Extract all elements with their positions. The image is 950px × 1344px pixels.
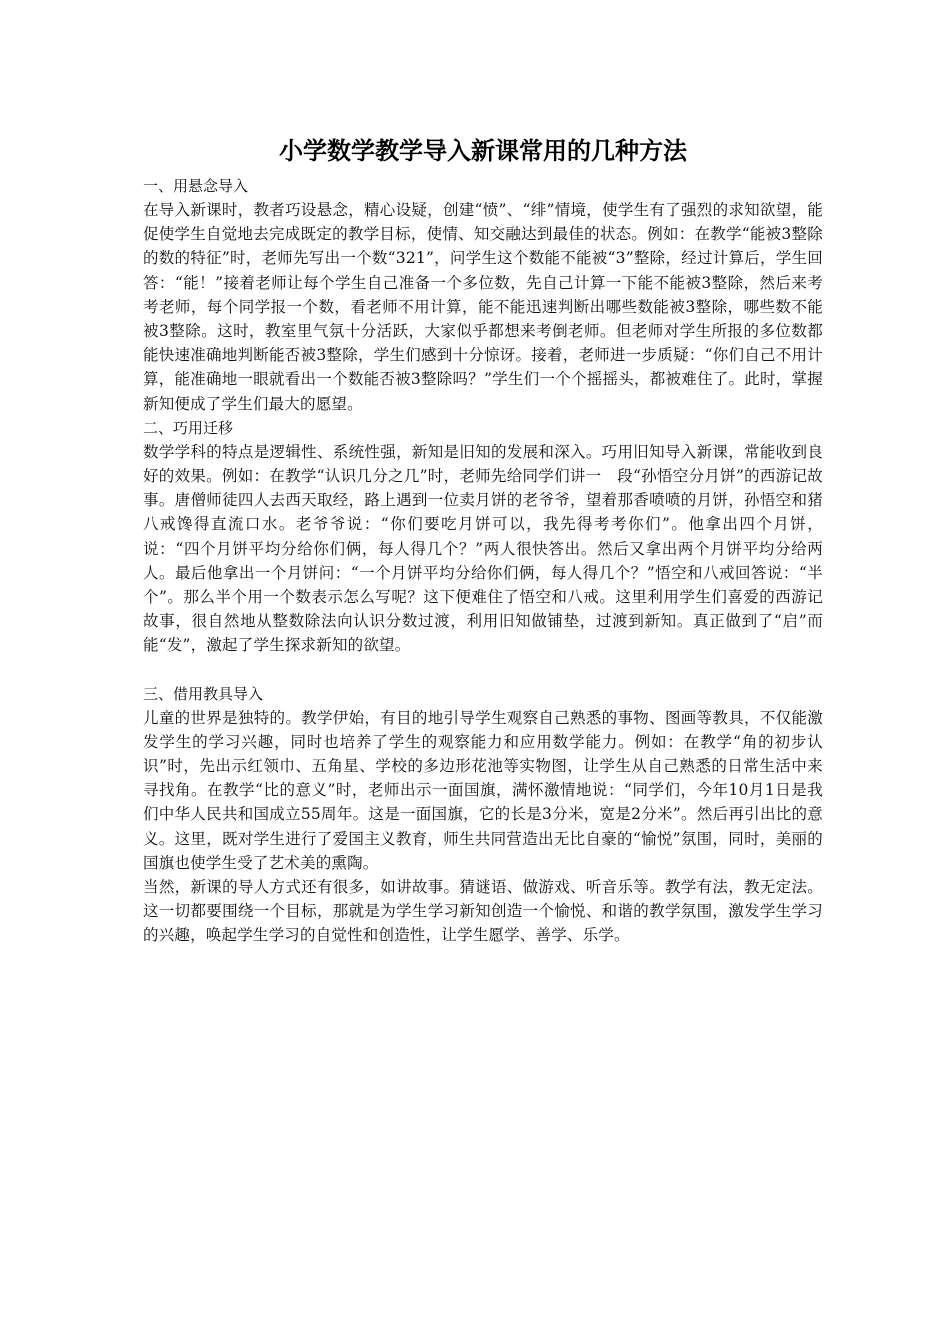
section-teaching-aids [143, 682, 823, 948]
section-paragraph: 数学学科的特点是逻辑性、系统性强，新知是旧知的发展和深入。巧用旧知导入新课，常能收到良好的效果。例如：在教学“认识几分之几”时，老师先给同学们讲一 段“孙悟空分月饼”的西游记故事。唐僧师徒四人去西天取经，路上遇到一位卖月饼的老爷爷，望着那香喷喷的月饼，孙悟空和猪八戒馋得直流口水。老爷爷说：“你们要吃月饼可以，我先得考考你们”。他拿出四个月饼，说：“四个月饼平均分给你们俩，每人得几个？”两人很快答出。然后又拿出两个月饼平均分给两人。最后他拿出一个月饼问：“一个月饼平均分给你们俩，每人得几个？”悟空和八戒回答说：“半个”。那么半个用一个数表示怎么写呢？这下便难住了悟空和八戒。这里利用学生们喜爱的西游记故事，很自然地从整数除法向认识分数过渡，利用旧知做铺垫，过渡到新知。真正做到了“启”而能“发”，激起了学生探求新知的欲望。 [143, 442, 823, 655]
section-transfer [143, 416, 823, 658]
section-heading: 二、巧用迁移 [143, 418, 234, 437]
section-heading: 三、借用教具导入 [143, 684, 264, 703]
section-paragraph: 在导入新课时，教者巧设悬念，精心设疑，创建“愤”、“绯”情境，使学生有了强烈的求知欲望，能促使学生自觉地去完成既定的教学目标，使情、知交融达到最佳的状态。例如：在教学“能被3整除的数的特征”时，老师先写出一个数“321”，问学生这个数能不能被“3”整除，经过计算后，学生回答：“能！”接着老师让每个学生自己准备一个多位数，先自己计算一下能不能被3整除，然后来考考老师，每个同学报一个数，看老师不用计算，能不能迅速判断出哪些数能被3整除，哪些数不能被3整除。这时，教室里气氛十分活跃，大家似乎都想来考倒老师。但老师对学生所报的多位数都能快速准确地判断能否被3整除，学生们感到十分惊讶。接着，老师进一步质疑：“你们自己不用计算，能准确地一眼就看出一个数能否被3整除吗？”学生们一个个摇摇头，都被难住了。此时，掌握新知便成了学生们最大的愿望。 [143, 201, 823, 413]
closing-paragraph: 当然，新课的导人方式还有很多，如讲故事。猜谜语、做游戏、听音乐等。教学有法，教无定法。这一切都要围绕一个目标，那就是为学生学习新知创造一个愉悦、和谐的教学氛围，激发学生学习的兴趣，唤起学生学习的自觉性和创造性，让学生愿学、善学、乐学。 [143, 878, 823, 945]
blank-line [143, 658, 823, 682]
document-body [143, 131, 823, 948]
section-paragraph: 儿童的世界是独特的。教学伊始，有目的地引导学生观察自己熟悉的事物、图画等教具，不仅能激发学生的学习兴趣，同时也培养了学生的观察能力和应用数学能力。例如：在教学“角的初步认识”时，先出示红领巾、五角星、学校的多边形花池等实物图，让学生从自己熟悉的日常生活中来寻找角。在教学“比的意义”时，老师出示一面国旗，满怀激情地说：“同学们，今年10月1日是我们中华人民共和国成立55周年。这是一面国旗，它的长是3分米，宽是2分米”。然后再引出比的意义。这里，既对学生进行了爱国主义教育，师生共同营造出无比自豪的“愉悦”氛围，同时，美丽的国旗也使学生受了艺术美的熏陶。 [143, 708, 823, 872]
section-suspense [143, 174, 823, 416]
section-heading: 一、用悬念导入 [143, 177, 249, 195]
document-title: 小学数学教学导入新课常用的几种方法 [279, 137, 687, 165]
